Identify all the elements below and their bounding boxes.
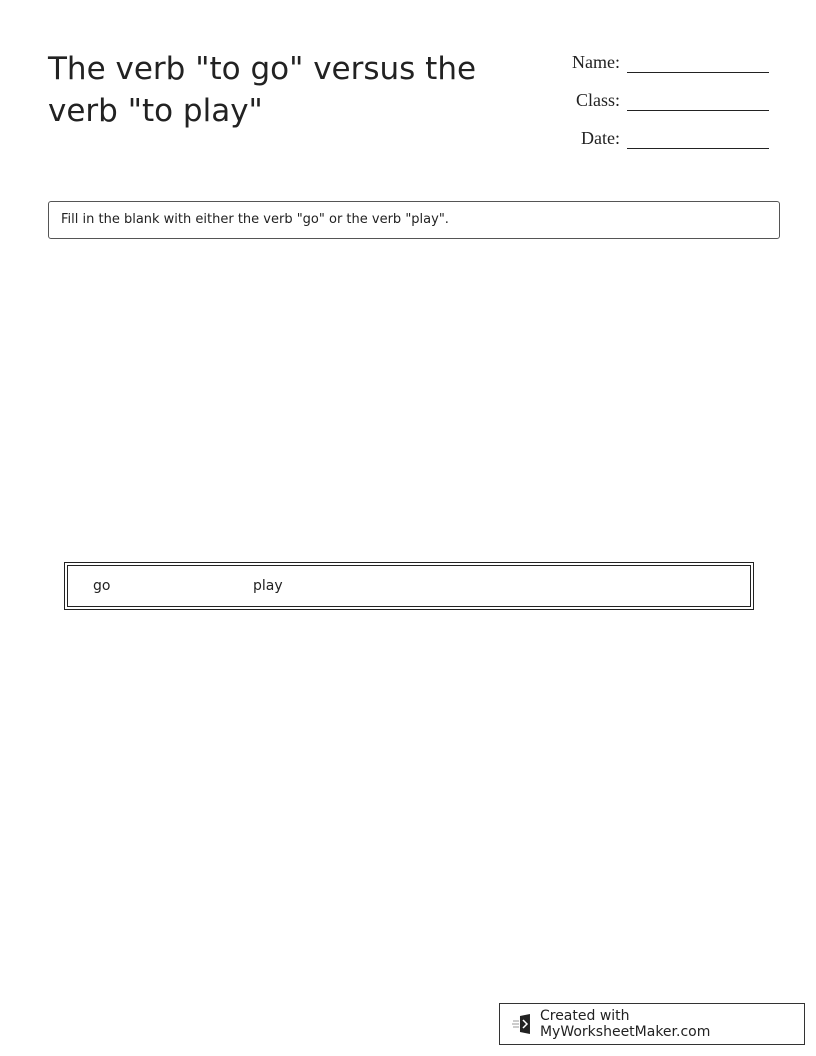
word-bank-item: go: [93, 578, 111, 594]
myworksheetmaker-logo-icon: [512, 1013, 534, 1035]
footer-text: Created with MyWorksheetMaker.com: [539, 1008, 711, 1040]
date-line[interactable]: [627, 126, 769, 149]
class-label: Class:: [575, 90, 620, 110]
class-field: [540, 88, 769, 111]
worksheet-title: The verb "to go" versus the verb "to play": [48, 51, 477, 129]
date-field: [540, 126, 769, 149]
class-line[interactable]: [627, 88, 769, 111]
name-field: [540, 50, 769, 73]
name-label: Name:: [572, 52, 620, 72]
name-line[interactable]: [627, 50, 769, 73]
footer-badge: [499, 1003, 805, 1045]
word-bank: [64, 562, 754, 610]
instructions-box: Fill in the blank with either the verb "go" or the verb "play".: [48, 201, 780, 239]
word-bank-item: play: [253, 578, 283, 594]
date-label: Date:: [581, 128, 620, 148]
